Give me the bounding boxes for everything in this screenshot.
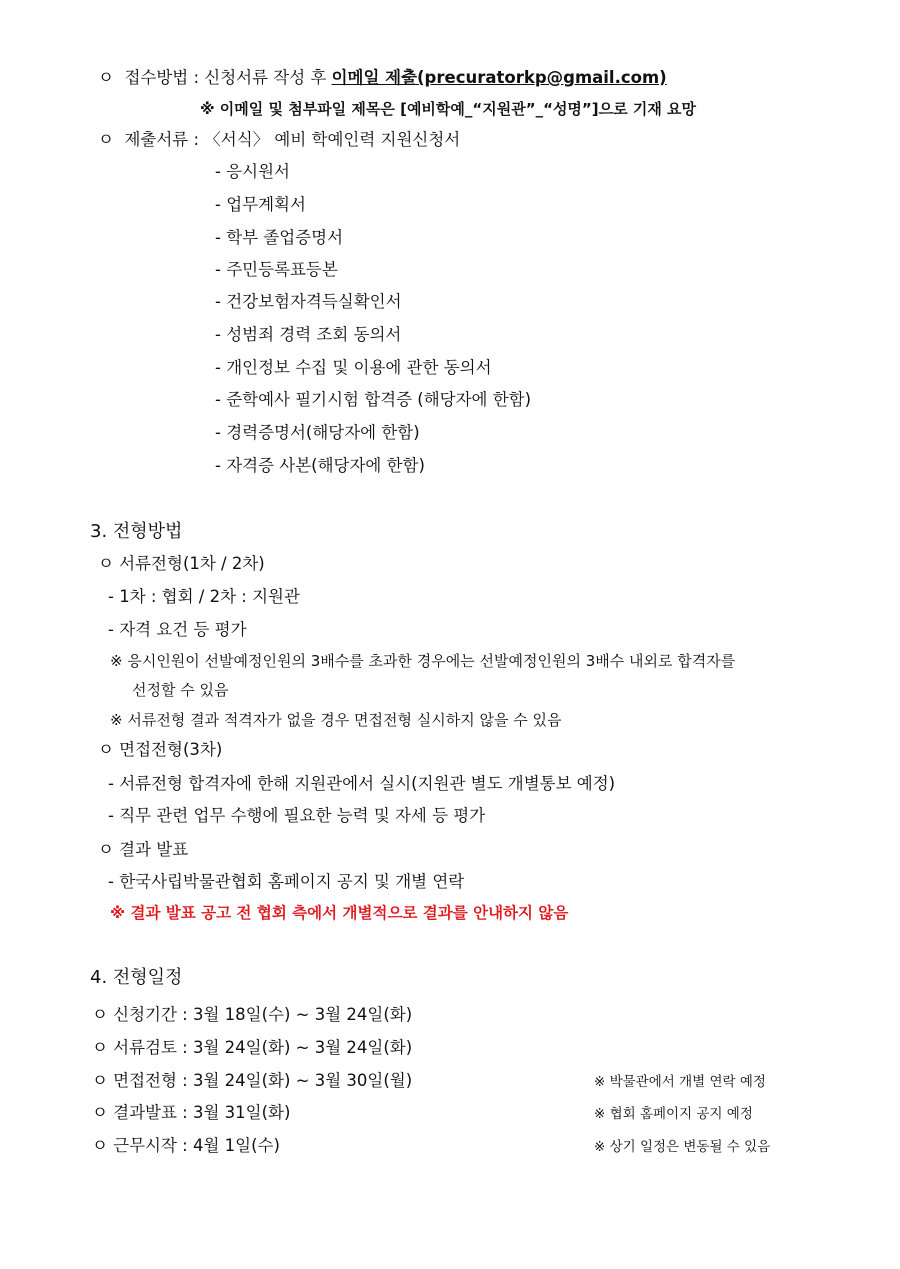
schedule-row: ㅇ 신청기간 : 3월 18일(수) ~ 3월 24일(화) (92, 1005, 413, 1024)
schedule-row: ㅇ 면접전형 : 3월 24일(화) ~ 3월 30일(월) (92, 1071, 413, 1090)
documents-text: 제출서류 : 〈서식〉 예비 학예인력 지원신청서 (124, 130, 461, 149)
note-2: ※ 서류전형 결과 적격자가 없을 경우 면접전형 실시하지 않을 수 있음 (110, 711, 562, 729)
method-label: 접수방법 : 신청서류 작성 후 (124, 68, 332, 87)
section-heading-selection: 3. 전형방법 (90, 521, 183, 542)
email-note: ※ 이메일 및 첨부파일 제목은 [예비학예_“지원관”_“성명”]으로 기재 요망 (200, 100, 697, 118)
document-item: - 성범죄 경력 조회 동의서 (215, 325, 402, 344)
documents-label (98, 129, 460, 151)
document-item: - 개인정보 수집 및 이용에 관한 동의서 (215, 358, 492, 377)
email-link[interactable]: 이메일 제출(precuratorkp@gmail.com) (331, 68, 667, 87)
bullet: ㅇ (98, 68, 114, 87)
doc-item: - 자격 요건 등 평가 (108, 620, 247, 639)
schedule-note: ※ 박물관에서 개별 연락 예정 (594, 1074, 766, 1090)
schedule-note: ※ 상기 일정은 변동될 수 있음 (594, 1139, 771, 1155)
result-warning: ※ 결과 발표 공고 전 협회 측에서 개별적으로 결과를 안내하지 않음 (110, 904, 569, 922)
schedule-note: ※ 협회 홈페이지 공지 예정 (594, 1106, 753, 1122)
schedule-row: ㅇ 서류검토 : 3월 24일(화) ~ 3월 24일(화) (92, 1038, 413, 1057)
application-method (98, 67, 667, 89)
schedule-row: ㅇ 근무시작 : 4월 1일(수) (92, 1136, 280, 1155)
interview-item: - 서류전형 합격자에 한해 지원관에서 실시(지원관 별도 개별통보 예정) (108, 774, 616, 793)
doc-screening: ㅇ 서류전형(1차 / 2차) (98, 554, 265, 573)
schedule-row: ㅇ 결과발표 : 3월 31일(화) (92, 1103, 291, 1122)
document-item: - 학부 졸업증명서 (215, 228, 344, 247)
doc-item: - 1차 : 협회 / 2차 : 지원관 (108, 587, 300, 606)
document-item: - 업무계획서 (215, 195, 306, 214)
note-1: ※ 응시인원이 선발예정인원의 3배수를 초과한 경우에는 선발예정인원의 3배수 내외로 합격자를 (110, 652, 736, 670)
interview: ㅇ 면접전형(3차) (98, 740, 223, 759)
result-item: - 한국사립박물관협회 홈페이지 공지 및 개별 연락 (108, 872, 465, 891)
document-item: - 자격증 사본(해당자에 한함) (215, 456, 425, 475)
document-item: - 경력증명서(해당자에 한함) (215, 423, 420, 442)
document-item: - 준학예사 필기시험 합격증 (해당자에 한함) (215, 390, 532, 409)
result: ㅇ 결과 발표 (98, 840, 189, 859)
section-heading-schedule: 4. 전형일정 (90, 967, 183, 988)
document-item: - 응시원서 (215, 162, 290, 181)
document-item: - 주민등록표등본 (215, 260, 338, 279)
interview-item: - 직무 관련 업무 수행에 필요한 능력 및 자세 등 평가 (108, 806, 486, 825)
document-item: - 건강보험자격득실확인서 (215, 292, 402, 311)
note-1-cont: 선정할 수 있음 (132, 681, 229, 699)
bullet: ㅇ (98, 130, 114, 149)
